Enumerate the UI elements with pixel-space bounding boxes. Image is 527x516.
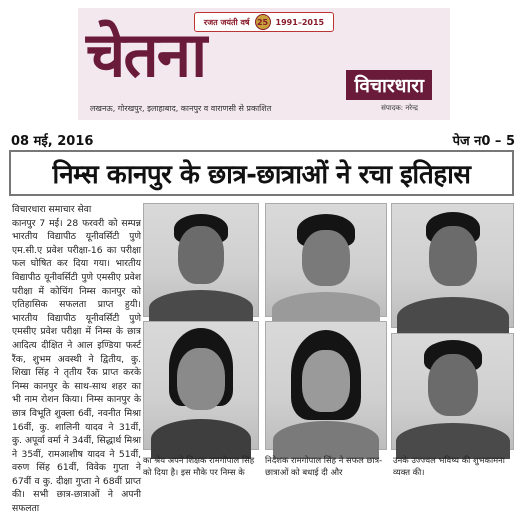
issue-date: 08 मई, 2016	[11, 134, 94, 149]
jubilee-ribbon	[194, 12, 334, 32]
article-dateline: विचारधारा समाचार सेवा	[12, 204, 92, 215]
article-text: कानपुर 7 मई। 28 फरवरी को सम्पन्न भारतीय विद्यापीठ यूनीवर्सिटी पुणे एम.सी.ए प्रवेश परीक्षा-16 का परीक्षा फल घोषित कर दिया गया। भारतीय विद्यापीठ यूनीवर्सिटी पुणे एमसीए प्रवेश परीक्षा में कोचिंग निम्स कानपुर को एतिहासिक सफलता प्राप्त हुयी। भारतीय विद्यापीठ यूनीवर्सिटी पुणे एमसीए प्रवेश परीक्षा में निम्स के छात्र आदित्य दीक्षित ने आल इण्डिया फर्स्ट रैंक, शुभम अवस्थी ने द्वितीय, कु. शिखा सिंह ने तृतीय रैंक प्राप्त करके निम्स कानपुर के साथ-साथ शहर का भी नाम रोशन किया। निम्स कानपुर के छात्र विभूति शुक्ला 6वीं, नवनीत मिश्रा 16वीं, कु. शालिनी यादव ने 31वीं, कु. अपूर्वा वर्मा ने 34वीं, सिद्धार्थ मिश्रा ने 35वीं, रामआशीष यादव ने 51वीं, वरुण सिंह 61वीं, विवेक गुप्ता ने 67वीं व कु. दीक्षा गुप्ता ने 68वीं प्राप्त की। सभी छात्र-छात्राओं ने अपनी सफलता	[12, 217, 141, 515]
headline-box	[9, 150, 514, 196]
student-photo-2	[265, 203, 387, 317]
jubilee-text: रजत जयंती वर्ष	[203, 17, 250, 27]
page-number: पेज न0 – 5	[452, 134, 515, 149]
article-continuation-1: का श्रेय अपने शिक्षक रामगोपाल सिंह को दिया है। इस मौके पर निम्स के	[143, 455, 255, 477]
newspaper-title: चेतना	[86, 18, 206, 91]
student-photo-4	[143, 321, 259, 450]
student-photo-1	[143, 203, 259, 317]
article-continuation-3: उनके उज्ज्वल भविष्य की शुभकामना व्यक्त की।	[393, 455, 505, 477]
article-continuation-2: निदेशक रामगोपाल सिंह ने सफल छात्र-छात्राओं को बधाई दी और	[265, 455, 383, 477]
headline-text: निम्स कानपुर के छात्र-छात्राओं ने रचा इतिहास	[52, 160, 471, 190]
jubilee-seal-icon: 25	[255, 14, 271, 30]
editor-line: संपादक: नरेन्द्र	[381, 104, 418, 112]
jubilee-years: 1991–2015	[275, 17, 325, 27]
student-photo-5	[265, 321, 387, 450]
student-photo-6	[391, 333, 514, 450]
student-photo-3	[391, 203, 514, 328]
masthead	[78, 8, 450, 120]
article-body	[12, 203, 141, 515]
publication-cities: लखनऊ, गोरखपुर, इलाहाबाद, कानपुर व वाराणसी से प्रकाशित	[90, 104, 272, 113]
newspaper-subtitle-badge: विचारधारा	[346, 70, 432, 100]
